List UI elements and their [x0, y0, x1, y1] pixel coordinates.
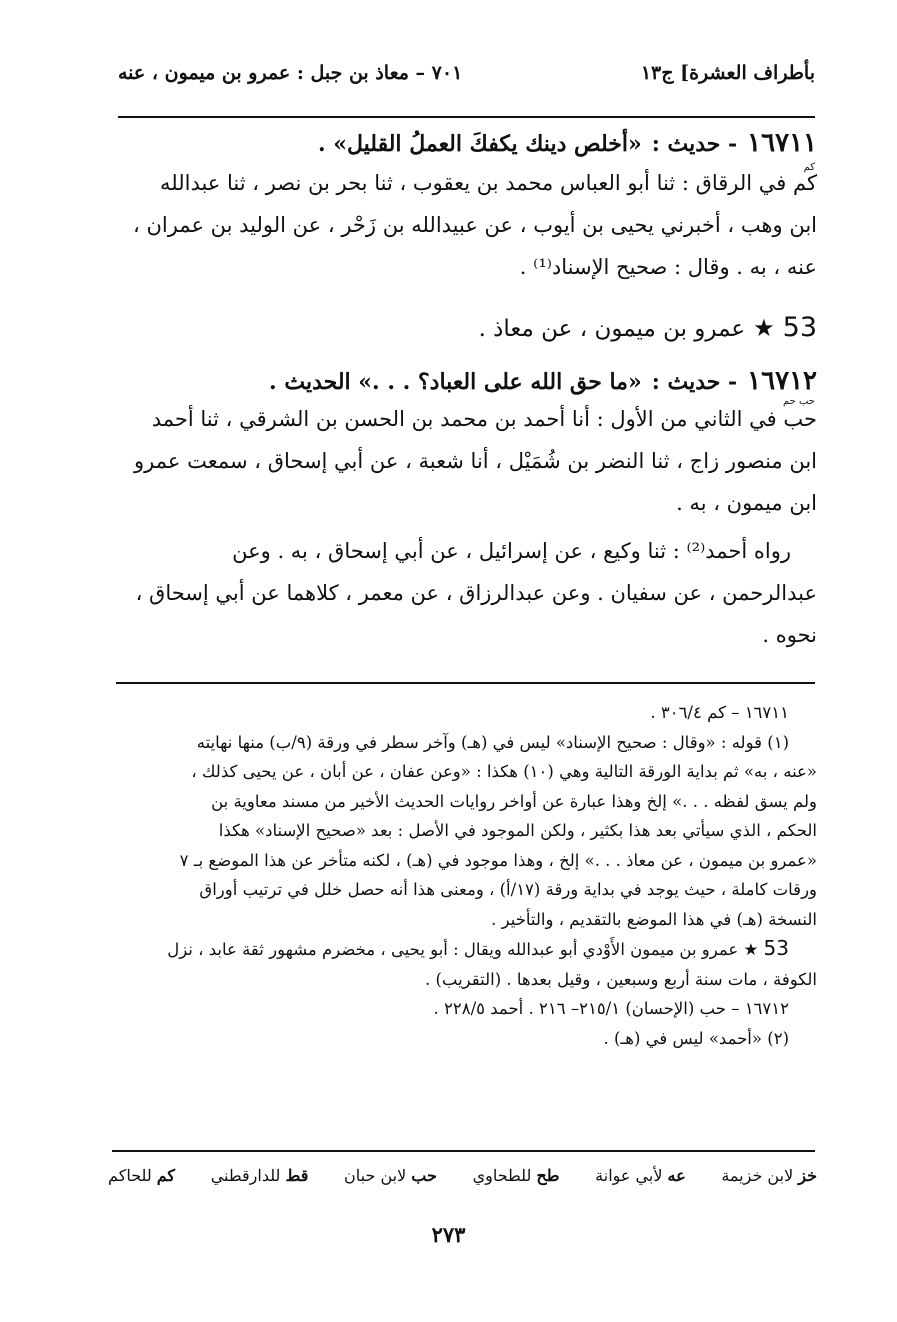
- entry-title: - حديث :: [651, 369, 738, 395]
- footnote-line: «عمرو بن ميمون ، عن معاذ . . .» إلخ ، وهذا موجود في (هـ) ، لكنه متأخر عن هذا الموضع بـ ٧: [179, 850, 817, 870]
- footnote-line: (٢) «أحمد» ليس في (هـ) .: [603, 1028, 789, 1048]
- abbrev-item: عه لأبي عوانة: [595, 1166, 686, 1185]
- abbreviations-rule: [112, 1150, 815, 1152]
- footnote-line: الكوفة ، مات سنة أربع وسبعين ، وقيل بعدها . (التقريب) .: [424, 969, 817, 989]
- hadith-entry-16712: [118, 366, 817, 656]
- footnotes: [118, 698, 817, 1053]
- abbrev-item: كم للحاكم: [108, 1166, 176, 1185]
- entry-title: - حديث :: [651, 131, 738, 157]
- entry-sigla: كم: [803, 162, 815, 173]
- isnad-line: رواه أحمد⁽²⁾ : ثنا وكيع ، عن إسرائيل ، عن أبي إسحاق ، به . وعن: [232, 539, 791, 563]
- isnad-line: حب في الثاني من الأول : أنا أحمد بن محمد بن الحسن بن الشرقي ، ثنا أحمد: [151, 407, 817, 431]
- hadith-text: «أخلص دينك يكفكَ العملُ القليل» .: [317, 131, 642, 157]
- isnad-line: ابن ميمون ، به .: [676, 491, 817, 515]
- narrator-note: [118, 934, 817, 965]
- narrator-number: 53: [782, 312, 817, 343]
- isnad-line: عبدالرحمن ، عن سفيان . وعن عبدالرزاق ، عن معمر ، كلاهما عن أبي إسحاق ،: [135, 581, 817, 605]
- entry-heading: [118, 128, 817, 158]
- narrator-note-text: عمرو بن ميمون الأَوْدي أبو عبدالله ويقال : أبو يحيى ، مخضرم مشهور ثقة عابد ، نزل: [167, 940, 739, 959]
- abbrev-item: قط للدارقطني: [210, 1166, 309, 1185]
- narrator-text: عمرو بن ميمون ، عن معاذ .: [478, 316, 746, 342]
- narrator-heading: [118, 312, 817, 343]
- isnad-line: كم في الرقاق : ثنا أبو العباس محمد بن يعقوب ، ثنا بحر بن نصر ، ثنا عبدالله: [160, 171, 817, 195]
- running-header: [118, 62, 815, 84]
- abbrev-item: طح للطحاوي: [472, 1166, 560, 1185]
- footnote-line: ١٦٧١١ – كم ٣٠٦/٤ .: [650, 703, 789, 722]
- footnote-line: النسخة (هـ) في هذا الموضع بالتقديم ، والتأخير .: [491, 909, 817, 929]
- footnote-line: (١) قوله : «وقال : صحيح الإسناد» ليس في (هـ) وآخر سطر في ورقة (٩/ب) منها نهايته: [196, 732, 789, 752]
- isnad-line: ابن منصور زاج ، ثنا النضر بن شُمَيْل ، أنا شعبة ، عن أبي إسحاق ، سمعت عمرو: [134, 449, 817, 473]
- footnote-line: ورقات كاملة ، حيث يوجد في بداية ورقة (١٧/أ) ، ومعنى هذا أنه حصل خلل في ترتيب أوراق: [199, 880, 817, 899]
- entry-sigla: حب حم: [782, 396, 815, 407]
- page-number: ٢٧٣: [431, 1222, 466, 1247]
- footnote-line: ولم يسق لفظه . . .» إلخ وهذا عبارة عن أواخر روايات الحديث الأخير من مسند معاوية بن: [211, 791, 817, 811]
- isnad-line: عنه ، به . وقال : صحيح الإسناد⁽¹⁾ .: [519, 255, 817, 279]
- header-rule: [118, 116, 815, 118]
- entry-number: ١٦٧١٢: [747, 366, 817, 396]
- hadith-entry-16711: [118, 128, 817, 288]
- isnad-line: نحوه .: [762, 623, 817, 647]
- abbreviations-key: [108, 1166, 817, 1185]
- isnad-line: ابن وهب ، أخبرني يحيى بن أيوب ، عن عبيدالله بن زَحْر ، عن الوليد بن عمران ،: [133, 213, 817, 237]
- abbrev-item: خز لابن خزيمة: [721, 1166, 817, 1185]
- entry-number: ١٦٧١١: [747, 128, 817, 158]
- star-icon: ★: [743, 940, 759, 959]
- star-icon: ★: [753, 314, 775, 342]
- narrator-note-number: 53: [763, 936, 789, 960]
- footnote-line: «عنه ، به» ثم بداية الورقة التالية وهي (١٠) هكذا : «وعن عفان ، عن أبان ، عن يحيى كذلك ،: [191, 762, 817, 781]
- header-section: ٧٠١ – معاذ بن جبل : عمرو بن ميمون ، عنه: [118, 62, 463, 84]
- header-title: بأطراف العشرة] ج١٣: [640, 62, 815, 84]
- entry-heading: [118, 366, 817, 396]
- hadith-text: «ما حق الله على العباد؟ . . .» الحديث .: [269, 369, 642, 395]
- abbrev-item: حب لابن حبان: [344, 1166, 437, 1185]
- footnote-line: الحكم ، الذي سيأتي بعد هذا بكثير ، ولكن الموجود في الأصل : بعد «صحيح الإسناد» هكذا: [218, 821, 817, 840]
- footnote-line: ١٦٧١٢ – حب (الإحسان) ٢١٥/١– ٢١٦ . أحمد ٢٢٨/٥ .: [433, 999, 789, 1018]
- notes-rule: [116, 682, 815, 684]
